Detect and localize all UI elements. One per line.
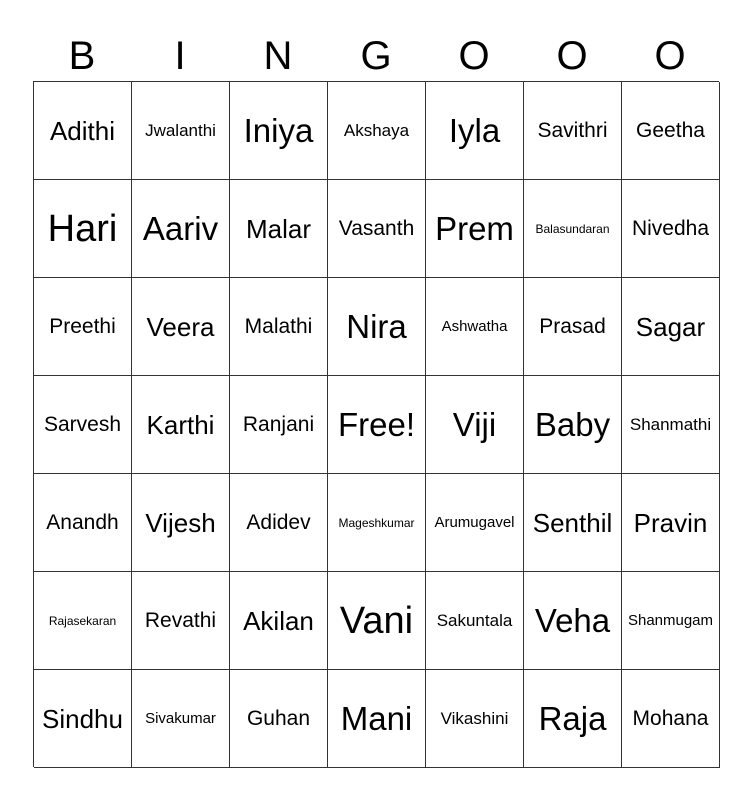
bingo-cell: Preethi	[34, 278, 132, 376]
header-letter: O	[556, 34, 588, 78]
bingo-cell: Sarvesh	[34, 376, 132, 474]
header-letter: B	[68, 34, 96, 78]
bingo-cell: Malar	[230, 180, 328, 278]
bingo-cell: Geetha	[622, 82, 720, 180]
bingo-cell: Aariv	[132, 180, 230, 278]
bingo-cell: Sakuntala	[426, 572, 524, 670]
bingo-cell: Balasundaran	[524, 180, 622, 278]
bingo-cell: Ranjani	[230, 376, 328, 474]
bingo-cell: Iniya	[230, 82, 328, 180]
bingo-cell: Mohana	[622, 670, 720, 768]
bingo-cell: Akshaya	[328, 82, 426, 180]
bingo-cell: Hari	[34, 180, 132, 278]
bingo-cell: Karthi	[132, 376, 230, 474]
bingo-cell: Ashwatha	[426, 278, 524, 376]
bingo-cell: Prasad	[524, 278, 622, 376]
bingo-cell: Pravin	[622, 474, 720, 572]
bingo-cell: Vikashini	[426, 670, 524, 768]
header-letter: G	[360, 34, 392, 78]
bingo-cell: Rajasekaran	[34, 572, 132, 670]
bingo-cell: Raja	[524, 670, 622, 768]
bingo-cell: Vani	[328, 572, 426, 670]
bingo-cell: Vijesh	[132, 474, 230, 572]
bingo-cell: Mani	[328, 670, 426, 768]
bingo-cell: Adidev	[230, 474, 328, 572]
bingo-cell: Viji	[426, 376, 524, 474]
bingo-cell: Arumugavel	[426, 474, 524, 572]
bingo-cell: Adithi	[34, 82, 132, 180]
bingo-cell: Malathi	[230, 278, 328, 376]
bingo-cell: Prem	[426, 180, 524, 278]
header-letter: N	[263, 34, 293, 78]
bingo-cell: Baby	[524, 376, 622, 474]
bingo-cell: Nira	[328, 278, 426, 376]
bingo-cell: Sindhu	[34, 670, 132, 768]
bingo-cell: Iyla	[426, 82, 524, 180]
bingo-cell: Shanmathi	[622, 376, 720, 474]
bingo-cell: Shanmugam	[622, 572, 720, 670]
bingo-cell: Akilan	[230, 572, 328, 670]
bingo-cell: Guhan	[230, 670, 328, 768]
header-letter: O	[458, 34, 490, 78]
bingo-header	[33, 30, 719, 82]
bingo-cell: Mageshkumar	[328, 474, 426, 572]
bingo-board	[33, 81, 719, 767]
bingo-cell free-space: Free!	[328, 376, 426, 474]
bingo-cell: Sivakumar	[132, 670, 230, 768]
bingo-cell: Revathi	[132, 572, 230, 670]
bingo-cell: Senthil	[524, 474, 622, 572]
bingo-cell: Sagar	[622, 278, 720, 376]
bingo-cell: Vasanth	[328, 180, 426, 278]
bingo-cell: Nivedha	[622, 180, 720, 278]
bingo-cell: Jwalanthi	[132, 82, 230, 180]
header-letter: O	[654, 34, 686, 78]
header-letter: I	[174, 34, 186, 78]
bingo-cell: Veera	[132, 278, 230, 376]
bingo-cell: Anandh	[34, 474, 132, 572]
bingo-cell: Veha	[524, 572, 622, 670]
bingo-cell: Savithri	[524, 82, 622, 180]
